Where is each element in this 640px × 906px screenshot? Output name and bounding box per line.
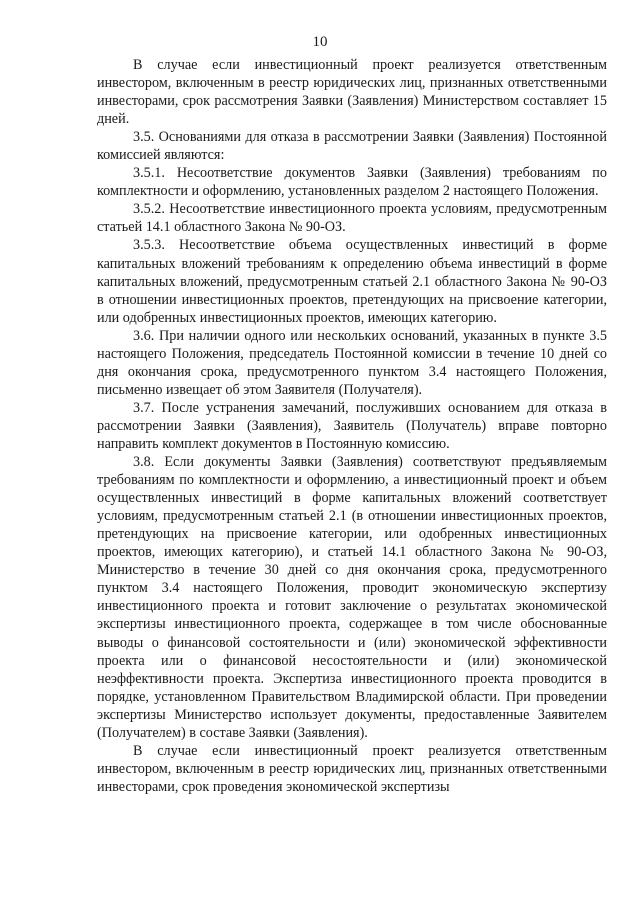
paragraph-3-6: 3.6. При наличии одного или нескольких оснований, указанных в пункте 3.5 настоящего Положения, председатель Постоянной комиссии в течение 10 дней со дня окончания срока, предусмотренного пунктом 3.4 настоящего Положения, письменно извещает об этом Заявителя (Получателя). [97,327,607,398]
paragraph-3-5-1: 3.5.1. Несоответствие документов Заявки (Заявления) требованиям по комплектности и оформлению, установленных разделом 2 настоящего Положения. [97,165,607,200]
document-body [97,56,607,796]
paragraph-3-5: 3.5. Основаниями для отказа в рассмотрении Заявки (Заявления) Постоянной комиссией являются: [97,129,607,164]
paragraph-responsible-investor-review: В случае если инвестиционный проект реализуется ответственным инвестором, включенным в реестр юридических лиц, признанных ответственными инвесторами, срок рассмотрения Заявки (Заявления) Министерством составляет 15 дней. [97,57,607,128]
paragraph-3-7: 3.7. После устранения замечаний, послуживших основанием для отказа в рассмотрении Заявки (Заявления), Заявитель (Получатель) вправе повторно направить комплект документов в Постоянную комиссию. [97,399,607,452]
paragraph-3-8: 3.8. Если документы Заявки (Заявления) соответствуют предъявляемым требованиям по комплектности и оформлению, а инвестиционный проект и объем осуществленных инвестиций в форме капитальных вложений соответствует условиям, предусмотренным статьей 2.1 (в отношении инвестиционных проектов, претендующих на присвоение категории, или одобренных инвестиционных проектов, имеющих категорию), и статьей 14.1 областного Закона № 90-ОЗ, Министерство в течение 30 дней со дня окончания срока, предусмотренного пунктом 3.4 настоящего Положения, проводит экономическую экспертизу инвестиционного проекта и готовит заключение о результатах экономической экспертизы инвестиционного проекта, содержащее в том числе обоснованные выводы о финансовой состоятельности и (или) экономической эффективности проекта или о финансовой несостоятельности и (или) экономической неэффективности проекта. Экспертиза инвестиционного проекта проводится в порядке, установленном Правительством Владимирской области. При проведении экспертизы Министерство использует документы, предоставленные Заявителем (Получателем) в составе Заявки (Заявления). [97,454,607,741]
paragraph-3-5-2: 3.5.2. Несоответствие инвестиционного проекта условиям, предусмотренным статьей 14.1 областного Закона № 90-ОЗ. [97,201,607,236]
paragraph-3-5-3: 3.5.3. Несоответствие объема осуществленных инвестиций в форме капитальных вложений требованиям к определению объема инвестиций в форме капитальных вложений, предусмотренным статьей 2.1 областного Закона № 90-ОЗ в отношении инвестиционных проектов, претендующих на присвоение категории, или одобренных инвестиционных проектов, имеющих категорию. [97,237,607,326]
page-number: 10 [312,34,328,50]
paragraph-responsible-investor-expertise: В случае если инвестиционный проект реализуется ответственным инвестором, включенным в реестр юридических лиц, признанных ответственными инвесторами, срок проведения экономической экспертизы [97,742,607,795]
